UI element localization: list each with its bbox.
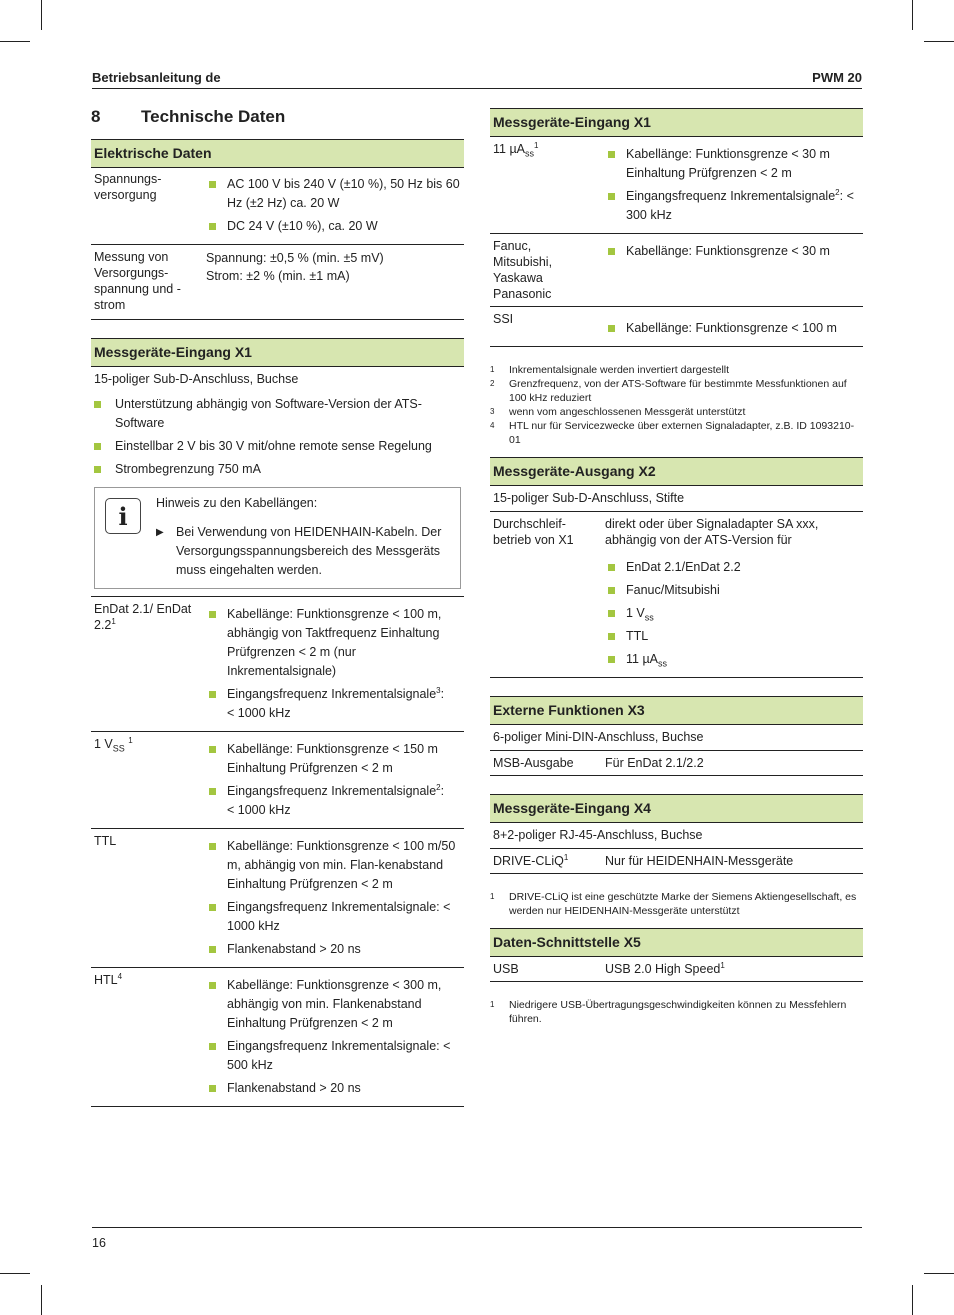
current-measurement: Strom: ±2 % (min. ±1 mA) — [206, 269, 350, 283]
table-row: USB USB 2.0 High Speed$^1$ — [490, 957, 863, 982]
row-label: USB — [493, 962, 519, 976]
list-item: Kabellänge: Funktionsgrenze < 300 m, abhängig von min. Flankenabstand Einhaltung Prüfgrenzen < 2 m — [206, 976, 464, 1033]
bullet-list — [605, 242, 863, 261]
row-value: Nur für HEIDENHAIN-Messgeräte — [605, 854, 794, 868]
footnotes-x1 — [490, 363, 863, 447]
list-item: Eingangsfrequenz Inkrementalsignale$^2$: < 300 kHz — [605, 187, 863, 225]
table-messgeraete-eingang-x1 — [91, 338, 464, 1107]
list-item: Kabellänge: Funktionsgrenze < 30 m — [605, 242, 863, 261]
list-item: Flankenabstand > 20 ns — [206, 940, 464, 959]
page-number: 16 — [92, 1236, 106, 1250]
list-item: Fanuc/Mitsubishi — [605, 581, 863, 600]
table-row — [490, 512, 863, 678]
footnote: 4 HTL nur für Servicezwecke über externen Signaladapter, z.B. ID 1093210-01 — [490, 420, 855, 446]
row-value: USB 2.0 High Speed — [605, 962, 721, 976]
crop-mark — [912, 1285, 913, 1315]
row-label: EnDat 2.1/ EnDat 2.2 — [94, 602, 192, 632]
page-header — [92, 68, 862, 89]
list-item: Unterstützung abhängig von Software-Version der ATS-Software — [91, 395, 464, 433]
bullet-list — [206, 175, 464, 236]
list-item: Einstellbar 2 V bis 30 V mit/ohne remote sense Regelung — [91, 437, 464, 456]
row-label: DRIVE-CLiQ — [493, 854, 564, 868]
row-label: HTL — [94, 973, 118, 987]
bullet-list — [206, 976, 464, 1098]
note-text: Bei Verwendung von HEIDENHAIN-Kabeln. Der Versorgungsspannungsbereich des Messgeräts muss eingehalten werden. — [176, 525, 442, 577]
table-row — [490, 751, 863, 776]
table-row — [490, 307, 863, 347]
arrow-right-icon: ▶ — [156, 527, 164, 538]
crop-mark — [912, 0, 913, 30]
right-column — [490, 108, 863, 1026]
table-row — [91, 829, 464, 968]
table-title: Messgeräte-Eingang X4 — [490, 794, 863, 823]
footnote: 1 DRIVE-CLiQ ist eine geschützte Marke der Siemens Aktiengesellschaft, es werden nur HEIDENHAIN-Messgeräte unterstützt — [490, 891, 857, 917]
list-item: Eingangsfrequenz Inkrementalsignale: < 500 kHz — [206, 1037, 464, 1075]
table-messgeraete-eingang-x4 — [490, 794, 863, 874]
list-item: Kabellänge: Funktionsgrenze < 150 m Einhaltung Prüfgrenzen < 2 m — [206, 740, 464, 778]
info-note — [94, 487, 461, 589]
footnote: 1 Niedrigere USB-Übertragungsgeschwindigkeiten können zu Messfehlern führen. — [490, 999, 847, 1025]
crop-mark — [0, 41, 30, 42]
row-label: 11 µA — [493, 142, 525, 156]
footer-rule — [92, 1227, 862, 1228]
row-value: Für EnDat 2.1/2.2 — [605, 756, 704, 770]
table-title: Externe Funktionen X3 — [490, 696, 863, 725]
bullet-list — [605, 558, 863, 669]
row-label: SSI — [493, 312, 514, 326]
list-item: EnDat 2.1/EnDat 2.2 — [605, 558, 863, 577]
bullet-list — [206, 837, 464, 959]
row-label: Messung von Versorgungs-spannung und -strom — [94, 250, 181, 312]
list-item: Eingangsfrequenz Inkrementalsignale$^3$: < 1000 kHz — [206, 685, 464, 723]
row-label: Fanuc, Mitsubishi, Yaskawa Panasonic — [493, 239, 553, 301]
chapter-number: 8 — [91, 107, 101, 126]
table-title: Messgeräte-Eingang X1 — [91, 338, 464, 367]
connector-description: 15-poliger Sub-D-Anschluss, Buchse — [94, 372, 299, 386]
bullet-list — [206, 605, 464, 723]
table-daten-schnittstelle-x5 — [490, 928, 863, 982]
passthrough-description: direkt oder über Signaladapter SA xxx, abhängig von der ATS-Version für — [605, 517, 819, 547]
table-externe-funktionen-x3 — [490, 696, 863, 776]
list-item: 11 µA$_{ss}$ — [605, 650, 863, 669]
table-row: 11 µA$_{ss}^1$ Kabellänge: Funktionsgrenze < 30 m Einhaltung Prüfgrenzen < 2 m Eingangsfrequenz Inkrementalsignale$^2$: < 300 kHz — [490, 137, 863, 234]
table-row — [91, 245, 464, 320]
table-title: Elektrische Daten — [91, 139, 464, 168]
chapter-heading — [91, 105, 464, 139]
row-label: MSB-Ausgabe — [493, 756, 574, 770]
list-item: Flankenabstand > 20 ns — [206, 1079, 464, 1098]
list-item: Kabellänge: Funktionsgrenze < 100 m/50 m, abhängig von min. Flan-kenabstand Einhaltung Prüfgrenzen < 2 m — [206, 837, 464, 894]
footnote: 1 Inkrementalsignale werden invertiert dargestellt — [490, 364, 730, 376]
table-elektrische-daten — [91, 139, 464, 320]
list-item: DC 24 V (±10 %), ca. 20 W — [206, 217, 464, 236]
bullet-list — [605, 319, 863, 338]
list-item: Kabellänge: Funktionsgrenze < 100 m, abhängig von Taktfrequenz Einhaltung Prüfgrenzen < 2 m (nur Inkrementalsignale) — [206, 605, 464, 681]
row-label: TTL — [94, 834, 117, 848]
info-icon: i — [105, 498, 141, 534]
table-title: Messgeräte-Eingang X1 — [490, 108, 863, 137]
table-row: HTL$^4$ Kabellänge: Funktionsgrenze < 300 m, abhängig von min. Flankenabstand Einhaltung Prüfgrenzen < 2 m Eingangsfrequenz Inkrementalsignale: < 500 kHz Flankenabstand > 20 ns — [91, 968, 464, 1107]
product-name: PWM 20 — [812, 70, 862, 85]
crop-mark — [0, 1273, 30, 1274]
row-label: Durchschleif-betrieb von X1 — [493, 517, 574, 547]
list-item: Eingangsfrequenz Inkrementalsignale$^2$: < 1000 kHz — [206, 782, 464, 820]
crop-mark — [41, 1285, 42, 1315]
table-messgeraete-ausgang-x2 — [490, 457, 863, 678]
row-label: 1 V — [94, 737, 113, 751]
table-title: Messgeräte-Ausgang X2 — [490, 457, 863, 486]
list-item: Kabellänge: Funktionsgrenze < 30 m Einhaltung Prüfgrenzen < 2 m — [605, 145, 863, 183]
chapter-title: Technische Daten — [141, 107, 286, 126]
list-item: Eingangsfrequenz Inkrementalsignale: < 1000 kHz — [206, 898, 464, 936]
table-row: 1 $V_{SS}$ $^1$ Kabellänge: Funktionsgrenze < 150 m Einhaltung Prüfgrenzen < 2 m Eingangsfrequenz Inkrementalsignale$^2$: < 1000 kHz — [91, 732, 464, 829]
list-item: Kabellänge: Funktionsgrenze < 100 m — [605, 319, 863, 338]
bullet-list — [91, 395, 464, 479]
row-label: Spannungs-versorgung — [94, 172, 162, 202]
list-item: 1 $V_{ss}$ — [605, 604, 863, 623]
table-row — [490, 234, 863, 307]
table-row: EnDat 2.1/ EnDat $2.2^1$ Kabellänge: Funktionsgrenze < 100 m, abhängig von Taktfrequenz Einhaltung Prüfgrenzen < 2 m (nur Inkrementalsignale) Eingangsfrequenz Inkrementalsignale$^3$: < 1000 kHz — [91, 597, 464, 732]
crop-mark — [41, 0, 42, 30]
voltage-measurement: Spannung: ±0,5 % (min. ±5 mV) — [206, 251, 384, 265]
crop-mark — [924, 1273, 954, 1274]
list-item: Strombegrenzung 750 mA — [91, 460, 464, 479]
list-item: TTL — [605, 627, 863, 646]
manual-title: Betriebsanleitung de — [92, 70, 221, 85]
bullet-list — [206, 740, 464, 820]
note-title: Hinweis zu den Kabellängen: — [156, 496, 318, 510]
footnote: 3 wenn vom angeschlossenen Messgerät unterstützt — [490, 406, 746, 418]
list-item: AC 100 V bis 240 V (±10 %), 50 Hz bis 60 Hz (±2 Hz) ca. 20 W — [206, 175, 464, 213]
connector-description: 8+2-poliger RJ-45-Anschluss, Buchse — [490, 823, 863, 849]
bullet-list — [605, 145, 863, 225]
connector-description: 6-poliger Mini-DIN-Anschluss, Buchse — [490, 725, 863, 751]
table-messgeraete-eingang-x1-cont — [490, 108, 863, 347]
connector-description: 15-poliger Sub-D-Anschluss, Stifte — [490, 486, 863, 512]
crop-mark — [924, 41, 954, 42]
table-row — [91, 168, 464, 245]
left-column — [91, 105, 464, 1107]
table-row: DRIVE-CLiQ$^1$ Nur für HEIDENHAIN-Messgeräte — [490, 849, 863, 874]
footnote: 2 Grenzfrequenz, von der ATS-Software für bestimmte Messfunktionen auf 100 kHz reduziert — [490, 378, 847, 404]
table-title: Daten-Schnittstelle X5 — [490, 928, 863, 957]
